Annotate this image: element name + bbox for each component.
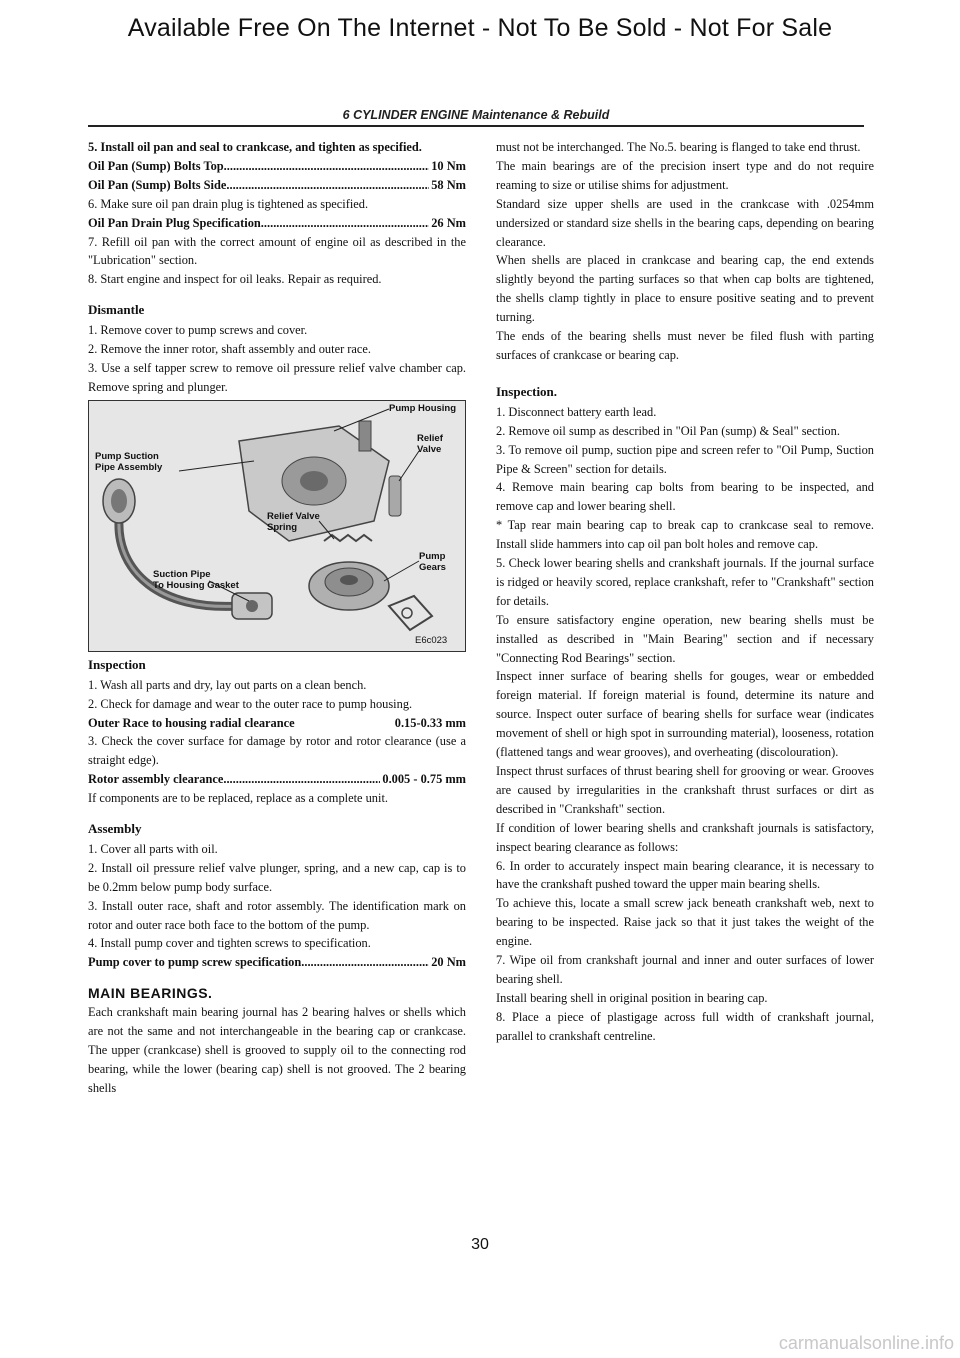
dismantle-heading: Dismantle <box>88 302 145 318</box>
label-relief-valve-spring: Relief Valve Spring <box>267 510 320 533</box>
bearing-inspection-step: To achieve this, locate a small screw jack beneath crankshaft web, next to bearing to be inspected. Raise jack so that it just takes the weight of the engine. <box>496 896 874 949</box>
assembly-step: 1. Cover all parts with oil. <box>88 841 218 856</box>
dismantle-step: 2. Remove the inner rotor, shaft assembly and outer race. <box>88 342 372 357</box>
site-watermark: carmanualsonline.info <box>778 1333 954 1353</box>
bearing-paragraph: The ends of the bearing shells must never be filed flush with parting surfaces of crankcase or bearing cap. <box>496 329 874 362</box>
main-bearings-heading: MAIN BEARINGS. <box>88 985 213 1002</box>
figure-code: E6c023 <box>415 634 448 646</box>
bearing-inspection-step: 5. Check lower bearing shells and crankshaft journals. If the journal surface is ridged or heavily scored, replace crankshaft, refer to "Crankshaft" section for details. <box>496 556 874 608</box>
spec-label: Oil Pan (Sump) Bolts Side <box>88 177 227 192</box>
running-header: 6 CYLINDER ENGINE Maintenance & Rebuild <box>342 108 610 122</box>
bearing-inspection-step: 4. Remove main bearing cap bolts from bearing to be inspected, and remove cap and lower bearing shell. <box>496 480 874 514</box>
spec-value: 58 Nm <box>431 177 466 192</box>
bearing-inspection-step: To ensure satisfactory engine operation, new bearing shells must be installed as described in "Main Bearing" section and if necessary "Connecting Rod Bearings" section. <box>496 612 874 665</box>
bearing-paragraph: When shells are placed in crankcase and bearing cap, the end extends slightly beyond the parting surfaces so that when cap bolts are tightened, the shells clamp tightly in place to ensure positive seating and to prevent turning. <box>496 253 874 325</box>
inspection-heading: Inspection <box>88 656 146 672</box>
spec-pump-cover-screw <box>88 953 466 972</box>
bearing-inspection-step: 8. Place a piece of plastigage across full width of crankshaft journal, parallel to crankshaft centreline. <box>496 1009 874 1043</box>
bearing-inspection-step: If condition of lower bearing shells and crankshaft journals is satisfactory, inspect bearing clearance as follows: <box>496 820 874 854</box>
spec-value: 0.005 - 0.75 mm <box>382 772 466 787</box>
spec-label: Oil Pan (Sump) Bolts Top <box>88 158 224 173</box>
dismantle-step: 1. Remove cover to pump screws and cover. <box>88 323 308 338</box>
label-pump-housing: Pump Housing <box>389 402 457 414</box>
spec-outer-race-clearance <box>88 714 466 733</box>
bearing-inspection-step: 2. Remove oil sump as described in "Oil Pan (sump) & Seal" section. <box>496 423 840 438</box>
label-relief-valve: Relief Valve <box>417 432 443 455</box>
inspection-step: 2. Check for damage and wear to the outer race to pump housing. <box>88 696 413 711</box>
spec-label: Outer Race to housing radial clearance <box>88 715 295 730</box>
spec-value: 20 Nm <box>431 955 466 970</box>
step-refill-oil: 7. Refill oil pan with the correct amount of engine oil as described in the "Lubrication" section. <box>88 234 466 268</box>
spec-rotor-clearance <box>88 770 466 789</box>
page-number: 30 <box>471 1236 489 1253</box>
spec-oil-pan-bolts-top <box>88 157 466 176</box>
assembly-heading: Assembly <box>88 821 142 837</box>
bearing-inspection-step: Inspect thrust surfaces of thrust bearing shell for grooving or wear. Grooves are caused by irregularities in the crankshaft thrust surfaces or dirt as described in "Crankshaft" section. <box>496 764 874 816</box>
spec-drain-plug <box>88 214 466 233</box>
bearing-inspection-step: 7. Wipe oil from crankshaft journal and inner and outer surfaces of lower bearing shell. <box>496 953 874 986</box>
spec-oil-pan-bolts-side <box>88 176 466 195</box>
step-drain-plug: 6. Make sure oil pan drain plug is tightened as specified. <box>88 196 369 211</box>
main-bearings-text: Each crankshaft main bearing journal has 2 bearing halves or shells which are not the same and not interchangeable in the bearing cap or crankcase. The upper (crankcase) shell is grooved to supply oil to the connecting rod bearing, while the lower (bearing cap) shell is not grooved. The 2 bearing shells <box>88 1005 466 1095</box>
header-rule <box>88 125 864 127</box>
right-column <box>496 138 874 1046</box>
bearing-inspection-step: 1. Disconnect battery earth lead. <box>496 404 657 419</box>
spec-label: Pump cover to pump screw specification <box>88 955 302 970</box>
label-pump-suction-pipe: Pump Suction Pipe Assembly <box>95 450 163 473</box>
label-suction-pipe-gasket: Suction Pipe To Housing Gasket <box>153 568 239 591</box>
bearing-inspection-step: 6. In order to accurately inspect main bearing clearance, it is necessary to have the crankshaft pushed toward the upper main bearing shells. <box>496 858 874 892</box>
step-start-engine: 8. Start engine and inspect for oil leaks. Repair as required. <box>88 272 382 287</box>
bearing-paragraph: Standard size upper shells are used in the crankcase with .0254mm undersized or standard size shells in the bearing caps, depending on bearing clearance. <box>496 196 874 249</box>
assembly-step: 3. Install outer race, shaft and rotor assembly. The identification mark on rotor and outer race both face to the bottom of the pump. <box>88 898 466 932</box>
assembly-step: 2. Install oil pressure relief valve plunger, spring, and a new cap, cap is to be 0.2mm below pump body surface. <box>88 860 466 894</box>
spec-label: Rotor assembly clearance <box>88 772 224 787</box>
bearing-paragraph: The main bearings are of the precision insert type and do not require reaming to size or utilise shims for adjustment. <box>496 158 874 192</box>
spec-value: 26 Nm <box>431 215 466 230</box>
inspection-step: 3. Check the cover surface for damage by rotor and rotor clearance (use a straight edge). <box>88 734 466 768</box>
bearing-inspection-heading: Inspection. <box>496 383 558 399</box>
bearing-inspection-step: Install bearing shell in original position in bearing cap. <box>496 990 768 1005</box>
spec-value: 10 Nm <box>431 158 466 173</box>
inspection-step: 1. Wash all parts and dry, lay out parts on a clean bench. <box>88 677 367 692</box>
bearing-paragraph: must not be interchanged. The No.5. bearing is flanged to take end thrust. <box>496 140 861 154</box>
bearing-inspection-step: Inspect inner surface of bearing shells for gouges, wear or embedded foreign material. If foreign material is found, determine its nature and source. Inspect outer surface of bearing shells for surface wear (indicates movement of shell or high spot in surrounding material), looseness, rotation (flattened tangs and wear grooves), and overheating (discolouration). <box>496 669 874 760</box>
inspection-note: If components are to be replaced, replace as a complete unit. <box>88 791 388 806</box>
left-column <box>88 138 466 1098</box>
distribution-banner: Available Free On The Internet - Not To Be Sold - Not For Sale <box>127 14 833 42</box>
bearing-inspection-step: * Tap rear main bearing cap to break cap to crankcase seal to remove. Install slide hammers into cap oil pan bolt holes and remove cap. <box>496 518 874 552</box>
assembly-step: 4. Install pump cover and tighten screws to specification. <box>88 936 371 951</box>
spec-label: Oil Pan Drain Plug Specification <box>88 215 261 230</box>
install-oil-pan-step: 5. Install oil pan and seal to crankcase, and tighten as specified. <box>88 140 422 154</box>
label-pump-gears: Pump Gears <box>419 550 446 573</box>
oil-pump-exploded-figure <box>88 400 466 652</box>
spec-value: 0.15-0.33 mm <box>394 715 466 730</box>
bearing-inspection-step: 3. To remove oil pump, suction pipe and screen refer to "Oil Pump, Suction Pipe & Screen" section for details. <box>496 442 874 476</box>
dismantle-step: 3. Use a self tapper screw to remove oil pressure relief valve chamber cap. Remove spring and plunger. <box>88 360 466 394</box>
